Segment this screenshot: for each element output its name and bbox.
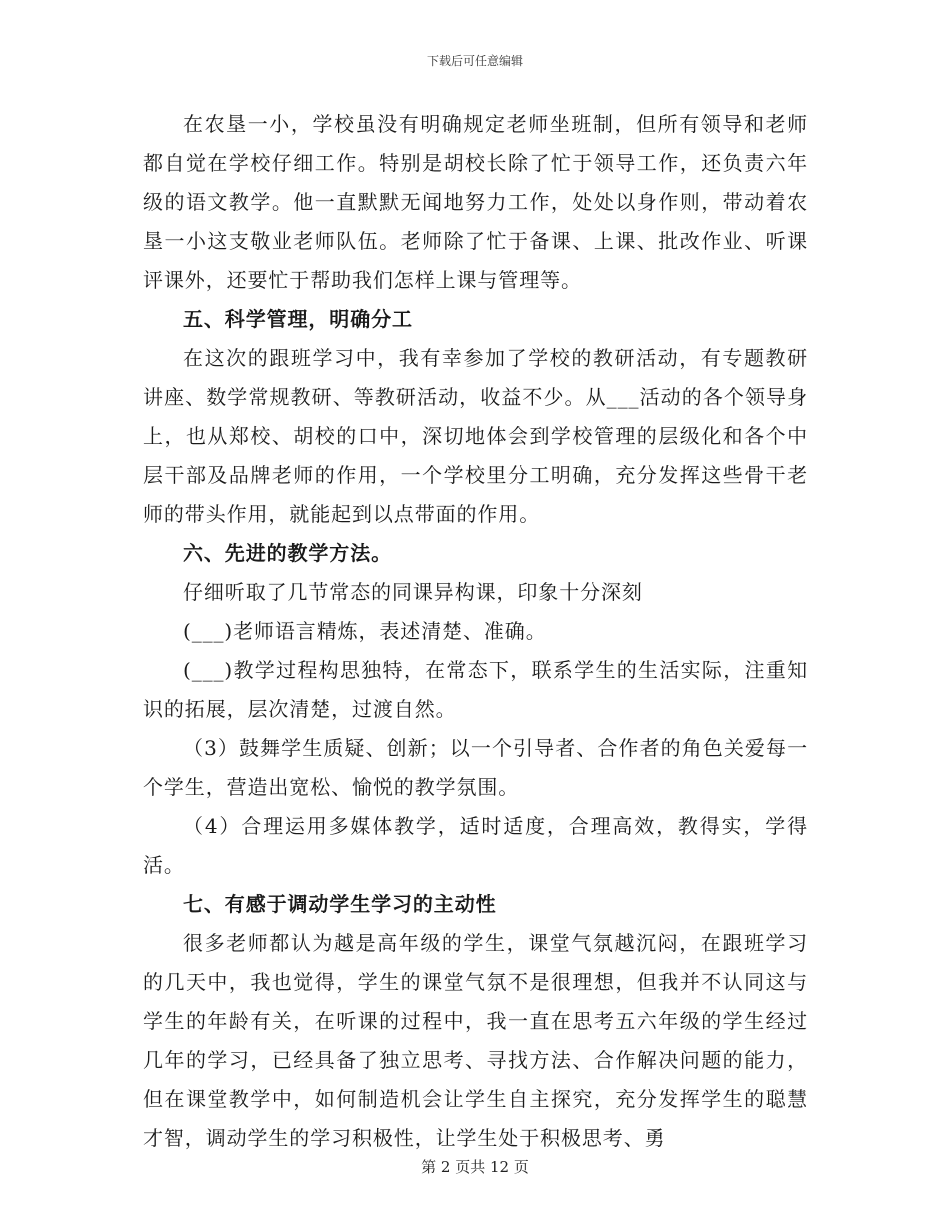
list-item-1: (___)老师语言精炼，表述清楚、准确。 <box>183 619 547 643</box>
section-heading-7: 七、有感于调动学生学习的主动性 <box>183 892 497 916</box>
paragraph-2: 在这次的跟班学习中，我有幸参加了学校的教研活动，有专题教研讲座、数学常规教研、等教研活动，收益不少。从___活动的各个领导身上，也从郑校、胡校的口中，深切地体会到学校管理的层级化和各个中层干部及品牌老师的作用，一个学校里分工明确，充分发挥这些骨干老师的带头作用，就能起到以点带面的作用。 <box>143 346 808 526</box>
section-heading-6: 六、先进的教学方法。 <box>183 541 392 565</box>
page-header: 下载后可任意编辑 <box>426 54 523 68</box>
paragraph-8: 很多老师都认为越是高年级的学生，课堂气氛越沉闷，在跟班学习的几天中，我也觉得，学生的课堂气氛不是很理想，但我并不认同这与学生的年龄有关，在听课的过程中，我一直在思考五六年级的学生经过几年的学习，已经具备了独立思考、寻找方法、合作解决问题的能力，但在课堂教学中，如何制造机会让学生自主探究，充分发挥学生的聪慧才智，调动学生的学习积极性，让学生处于积极思考、勇 <box>143 931 808 1150</box>
list-item-2: (___)教学过程构思独特，在常态下，联系学生的生活实际，注重知识的拓展，层次清楚，过渡自然。 <box>143 658 808 721</box>
paragraph-1: 在农垦一小，学校虽没有明确规定老师坐班制，但所有领导和老师都自觉在学校仔细工作。特别是胡校长除了忙于领导工作，还负责六年级的语文教学。他一直默默无闻地努力工作，处处以身作则，带动着农垦一小这支敬业老师队伍。老师除了忙于备课、上课、批改作业、听课评课外，还要忙于帮助我们怎样上课与管理等。 <box>143 112 808 292</box>
paragraph-3: 仔细听取了几节常态的同课异构课，印象十分深刻 <box>183 580 643 604</box>
list-item-3: （3）鼓舞学生质疑、创新；以一个引导者、合作者的角色关爱每一个学生，营造出宽松、愉悦的教学氛围。 <box>143 736 808 799</box>
document-body <box>143 105 808 1158</box>
section-heading-5: 五、科学管理，明确分工 <box>183 307 413 331</box>
page-footer: 第 2 页共 12 页 <box>421 1158 529 1176</box>
list-item-4: （4）合理运用多媒体教学，适时适度，合理高效，教得实，学得活。 <box>143 814 808 877</box>
